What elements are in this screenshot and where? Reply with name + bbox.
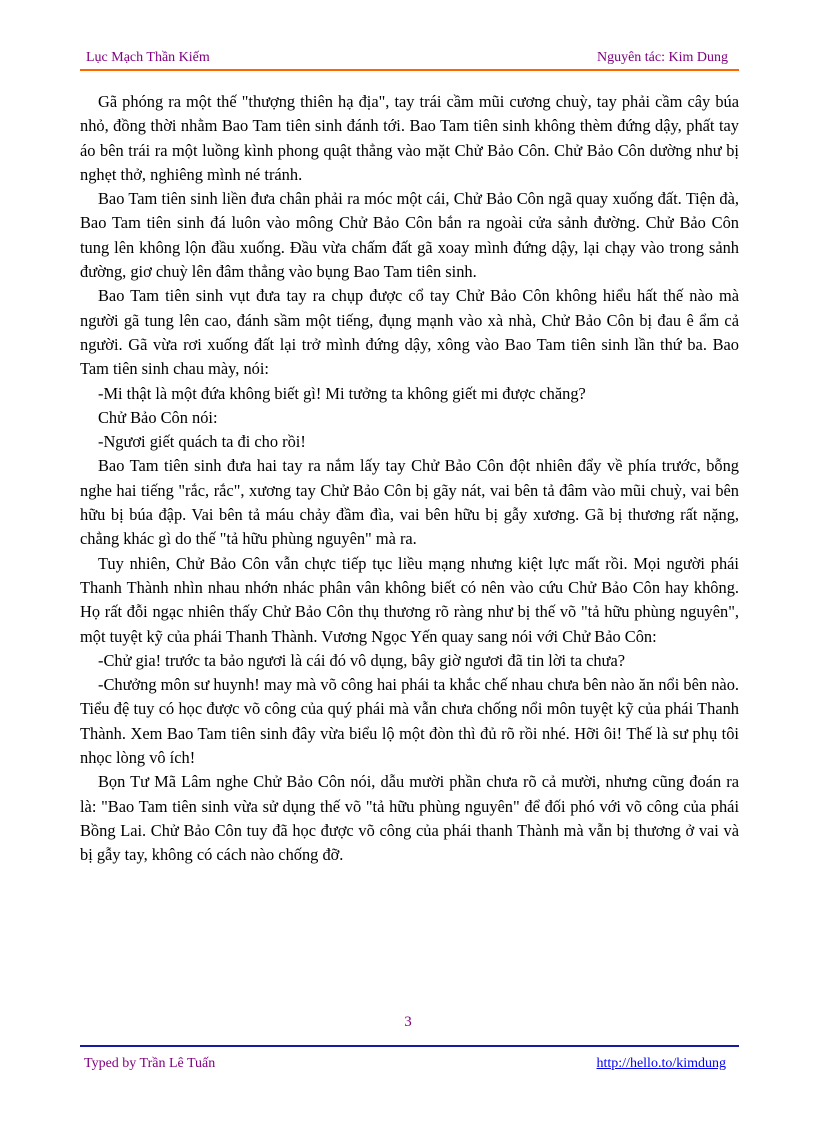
paragraph: -Mi thật là một đứa không biết gì! Mi tưởng ta không giết mi được chăng? (98, 383, 586, 403)
paragraph: Bao Tam tiên sinh liền đưa chân phải ra móc một cái, Chử Bảo Côn ngã quay xuống đất. Tiện đà, Bao Tam tiên sinh đá luôn vào mông Chử Bảo Côn bắn ra ngoài cửa sảnh đường. Chử Bảo Côn tung lên không lộn đầu xuống. Đầu vừa chấm đất gã xoay mình đứng dậy, lại chạy vào trong sảnh đường, giơ chuỳ lên đâm thẳng vào bụng Bao Tam tiên sinh. (80, 189, 739, 282)
footer-typed-by: Typed by Trần Lê Tuấn (84, 1056, 216, 1071)
header-divider (80, 69, 739, 71)
paragraph: Tuy nhiên, Chử Bảo Côn vẫn chực tiếp tục liều mạng nhưng kiệt lực mất rồi. Mọi người phái Thanh Thành nhìn nhau nhớn nhác phân vân không biết có nên vào cứu Chử Bảo Côn hay không. Họ rất đỗi ngạc nhiên thấy Chử Bảo Côn thụ thương rõ ràng như bị thế võ "tả hữu phùng nguyên", một tuyệt kỹ của phái Thanh Thành. Vương Ngọc Yến quay sang nói với Chử Bảo Côn: (80, 553, 739, 646)
paragraph: Gã phóng ra một thế "thượng thiên hạ địa", tay trái cầm mũi cương chuỳ, tay phải cầm cây búa nhỏ, đồng thời nhằm Bao Tam tiên sinh đánh tới. Bao Tam tiên sinh không thèm đứng dậy, phất tay áo bên trái ra một luồng kình phong quật thẳng vào mặt Chử Bảo Côn. Chử Bảo Côn dường như bị nghẹt thở, nghiêng mình né tránh. (80, 92, 739, 184)
body-text (80, 90, 739, 868)
paragraph: -Chưởng môn sư huynh! may mà võ công hai phái ta khắc chế nhau chưa bên nào ăn nổi bên nào. Tiểu đệ tuy có học được võ công của quý phái mà vẫn chưa chống nổi môn tuyệt kỹ của phái Thanh Thành. Xem Bao Tam tiên sinh đây vừa biểu lộ một đòn thì đủ rõ rồi nhé. Hỡi ôi! Thế là sư phụ tôi nhọc lòng vô ích! (80, 675, 739, 768)
page-number: 3 (404, 1014, 412, 1030)
header-author: Nguyên tác: Kim Dung (596, 50, 728, 65)
paragraph: Bao Tam tiên sinh vụt đưa tay ra chụp được cổ tay Chử Bảo Côn không hiểu hất thế nào mà người gã tung lên cao, đánh sầm một tiếng, đụng mạnh vào xà nhà, Chử Bảo Côn bị đau ê ẩm cả người. Gã vừa rơi xuống đất lại trở mình đứng dậy, xông vào Bao Tam tiên sinh lần thứ ba. Bao Tam tiên sinh chau mày, nói: (80, 286, 739, 379)
paragraph: Bao Tam tiên sinh đưa hai tay ra nắm lấy tay Chử Bảo Côn đột nhiên đẩy về phía trước, bỗng nghe hai tiếng "rắc, rắc", xương tay Chử Bảo Côn bị gãy nát, vai bên tả đâm vào mũi chuỳ, vai bên hữu bị búa đập. Vai bên tả máu chảy đầm đìa, vai bên hữu bị gẫy xương. Gã bị thương rất nặng, chẳng khác gì do thế "tả hữu phùng nguyên" mà ra. (80, 456, 739, 549)
paragraph: -Chử gia! trước ta bảo ngươi là cái đó vô dụng, bây giờ ngươi đã tin lời ta chưa? (98, 650, 625, 670)
footer-divider (80, 1045, 739, 1047)
header-book-title: Lục Mạch Thần Kiếm (86, 50, 210, 65)
paragraph: Bọn Tư Mã Lâm nghe Chử Bảo Côn nói, dẫu mười phần chưa rõ cả mười, nhưng cũng đoán ra là: "Bao Tam tiên sinh vừa sử dụng thế võ "tả hữu phùng nguyên" để đối phó với võ công của phái Bồng Lai. Chử Bảo Côn tuy đã học được võ công của phái thanh Thành mà vẫn bị thương ở vai và bị gẫy tay, không có cách nào chống đỡ. (80, 772, 739, 865)
paragraph: Chử Bảo Côn nói: (98, 407, 218, 427)
footer-link[interactable]: http://hello.to/kimdung (596, 1056, 726, 1071)
paragraph: -Ngươi giết quách ta đi cho rồi! (98, 432, 306, 452)
